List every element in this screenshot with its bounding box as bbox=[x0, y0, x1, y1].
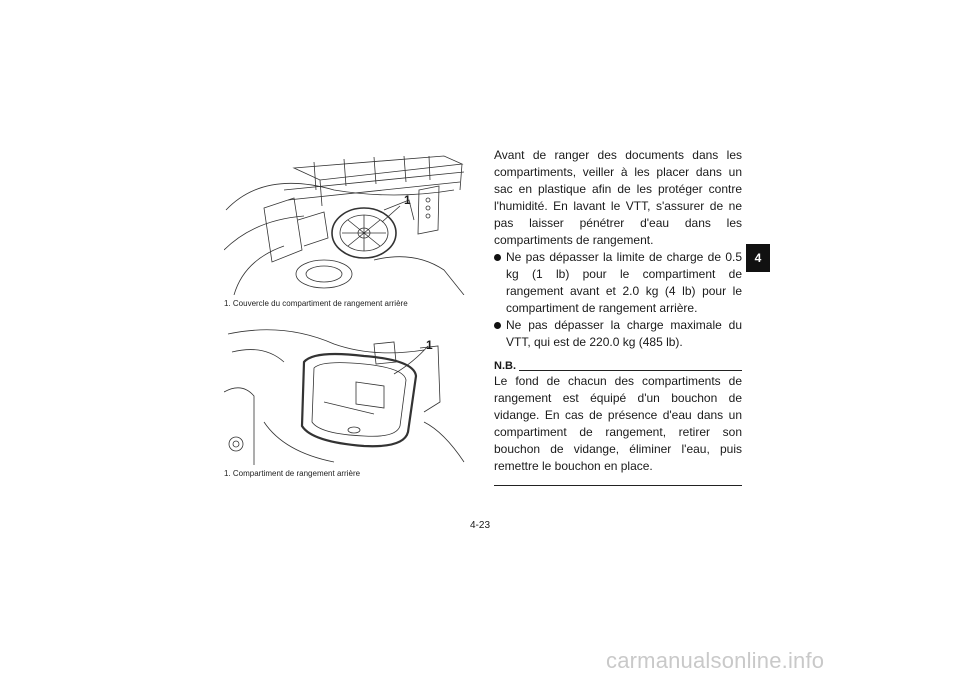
chapter-tab: 4 bbox=[746, 244, 770, 272]
atv-rear-storage-compartment-illustration bbox=[224, 322, 474, 465]
note-paragraph: Le fond de chacun des compartiments de rangement est équipé d'un bouchon de vidange. En cas de présence d'eau dans un compartiment de rangement, retirer son bouchon de vidange, éliminer l'eau, puis remettre le bouchon en place. bbox=[494, 374, 742, 473]
bullet-item bbox=[494, 249, 742, 317]
atv-rear-storage-cover-illustration bbox=[224, 150, 474, 295]
figure1-callout: 1 bbox=[404, 193, 411, 207]
figure2-callout: 1 bbox=[426, 338, 433, 352]
bullet-icon bbox=[494, 254, 501, 261]
figure1-caption: 1. Couvercle du compartiment de rangement arrière bbox=[224, 299, 408, 308]
note-end-rule bbox=[494, 485, 742, 486]
bullet-text: Ne pas dépasser la limite de charge de 0.5 kg (1 lb) pour le compartiment de rangement avant et 2.0 kg (4 lb) pour le compartiment de rangement arrière. bbox=[506, 250, 742, 315]
intro-paragraph: Avant de ranger des documents dans les compartiments, veiller à les placer dans un sac en plastique afin de les protéger contre l'humidité. En lavant le VTT, s'assurer de ne pas laisser pénétrer d'eau dans les compartiments de rangement. bbox=[494, 148, 742, 247]
figure-storage-cover bbox=[224, 150, 474, 295]
body-text-column bbox=[494, 147, 742, 486]
figure2-caption: 1. Compartiment de rangement arrière bbox=[224, 469, 361, 478]
bullet-list bbox=[494, 249, 742, 351]
figure-storage-compartment bbox=[224, 322, 474, 465]
watermark: carmanualsonline.info bbox=[606, 648, 825, 673]
bullet-item bbox=[494, 317, 742, 351]
bullet-text: Ne pas dépasser la charge maximale du VTT, qui est de 220.0 kg (485 lb). bbox=[506, 318, 742, 349]
bullet-icon bbox=[494, 322, 501, 329]
note-label: N.B. bbox=[494, 360, 516, 372]
note-rule bbox=[519, 370, 742, 371]
note-header bbox=[494, 360, 742, 373]
page-number: 4-23 bbox=[469, 520, 490, 531]
